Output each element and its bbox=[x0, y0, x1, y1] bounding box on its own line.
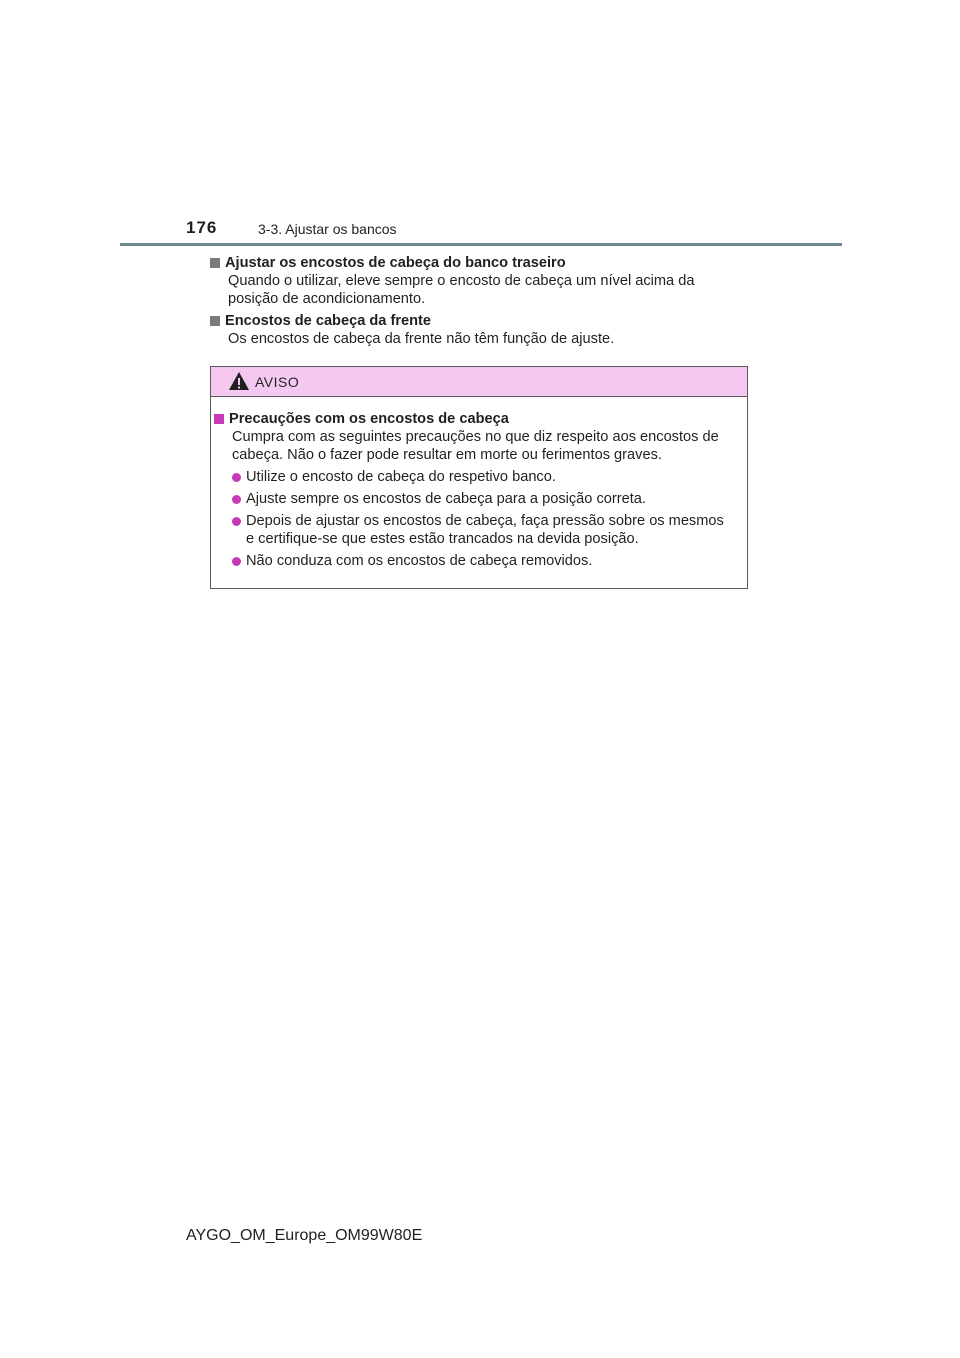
paragraph bbox=[210, 272, 770, 308]
square-bullet-icon bbox=[210, 316, 220, 326]
list-item bbox=[214, 468, 741, 486]
text-line: e certifique-se que estes estão trancados na devida posição. bbox=[246, 531, 639, 547]
text-line: Ajuste sempre os encostos de cabeça para a posição correta. bbox=[246, 491, 646, 507]
subsection-rear-headrests bbox=[210, 254, 770, 308]
paragraph bbox=[210, 330, 770, 348]
warning-header bbox=[211, 367, 747, 397]
subsection-front-headrests bbox=[210, 312, 770, 348]
text-line: Quando o utilizar, eleve sempre o encosto de cabeça um nível acima da bbox=[228, 273, 695, 289]
subsection-title: Encostos de cabeça da frente bbox=[225, 313, 432, 329]
round-bullet-icon bbox=[232, 557, 241, 566]
warning-title: Precauções com os encostos de cabeça bbox=[229, 411, 509, 427]
document-code: AYGO_OM_Europe_OM99W80E bbox=[186, 1227, 423, 1244]
warning-heading bbox=[214, 410, 741, 428]
subsection-heading bbox=[210, 312, 770, 330]
warning-label: AVISO bbox=[255, 374, 300, 390]
list-item bbox=[214, 490, 741, 508]
warning-triangle-icon bbox=[228, 371, 250, 391]
text-line: Os encostos de cabeça da frente não têm função de ajuste. bbox=[228, 331, 615, 347]
warning-body bbox=[211, 397, 747, 570]
text-line: Utilize o encosto de cabeça do respetivo banco. bbox=[246, 469, 556, 485]
text-line: posição de acondicionamento. bbox=[228, 291, 426, 307]
subsection-heading bbox=[210, 254, 770, 272]
square-bullet-icon bbox=[210, 258, 220, 268]
square-bullet-icon bbox=[214, 414, 224, 424]
warning-box bbox=[210, 366, 748, 589]
text-line: Depois de ajustar os encostos de cabeça, faça pressão sobre os mesmos bbox=[246, 513, 724, 529]
text-line: Não conduza com os encostos de cabeça removidos. bbox=[246, 553, 593, 569]
header-rule bbox=[120, 243, 842, 246]
round-bullet-icon bbox=[232, 495, 241, 504]
page-number: 176 bbox=[186, 218, 218, 237]
list-item bbox=[214, 512, 741, 548]
section-title: 3-3. Ajustar os bancos bbox=[258, 221, 397, 237]
subsection-title: Ajustar os encostos de cabeça do banco traseiro bbox=[225, 255, 566, 271]
warning-paragraph bbox=[214, 428, 741, 464]
text-line: cabeça. Não o fazer pode resultar em morte ou ferimentos graves. bbox=[232, 447, 662, 463]
main-content bbox=[210, 254, 770, 348]
round-bullet-icon bbox=[232, 473, 241, 482]
text-line: Cumpra com as seguintes precauções no que diz respeito aos encostos de bbox=[232, 429, 719, 445]
round-bullet-icon bbox=[232, 517, 241, 526]
list-item bbox=[214, 552, 741, 570]
